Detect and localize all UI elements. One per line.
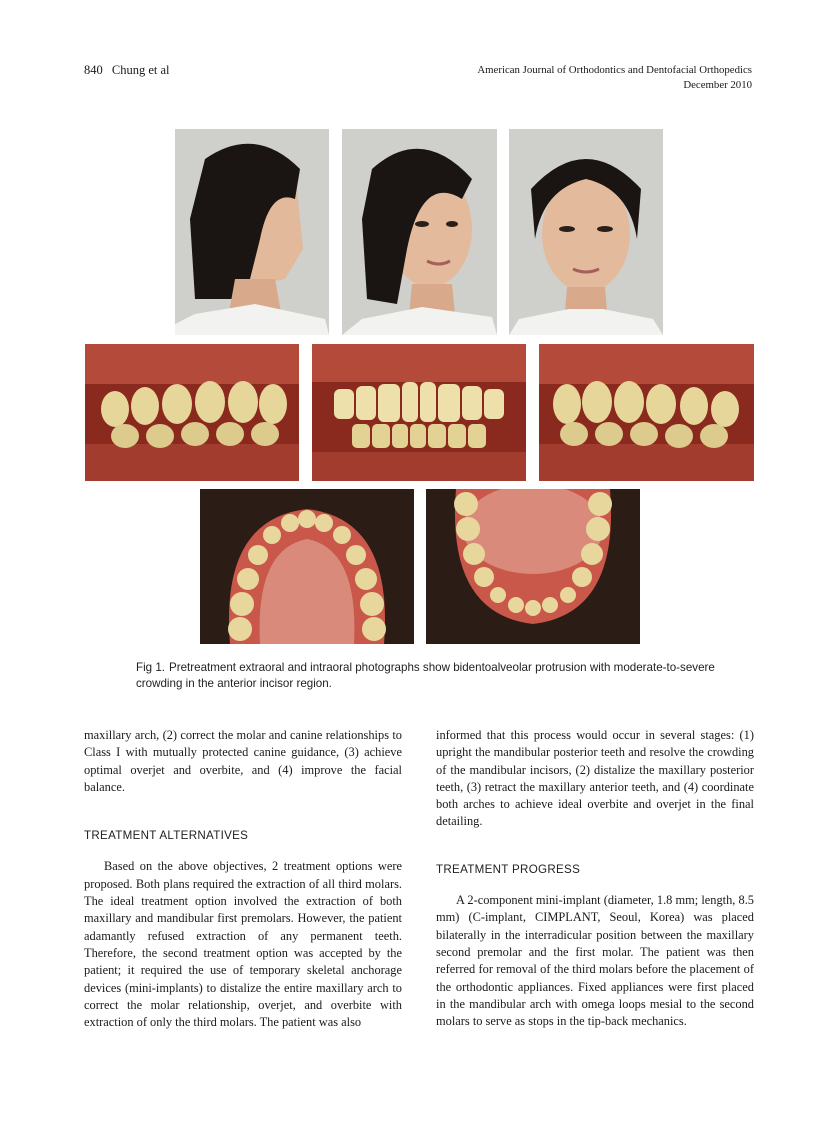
right-continuation-paragraph: informed that this process would occur in several stages: (1) upright the mandibular posterior teeth and resolve the crowding of the mandibular incisors, (2) distalize the maxillary posterior teeth, (3) retract the maxillary anterior teeth, and (4) coordinate both arches to achieve ideal overbite and overjet in the final detailing. <box>436 728 754 829</box>
left-buccal-photo <box>539 344 754 481</box>
mandibular-occlusal-photo <box>426 489 640 644</box>
running-header-left <box>84 63 170 78</box>
page-number: 840 <box>84 63 103 77</box>
right-column <box>436 727 754 1030</box>
treatment-alternatives-paragraph: Based on the above objectives, 2 treatment options were proposed. Both plans required the extraction of all third molars. The ideal treatment option involved the extraction of both maxillary and mandibular first premolars. However, the patient adamantly refused extraction of any permanent teeth. Therefore, the second treatment option was accepted by the patient; it required the use of temporary skeletal anchorage devices (mini-implants) to distalize the entire maxillary arch to correct the molar relationship, overjet, and overbite with extraction of only the third molars. The patient was also <box>84 859 402 1030</box>
right-buccal-photo <box>85 344 299 481</box>
section-heading-treatment-progress: TREATMENT PROGRESS <box>436 862 581 876</box>
maxillary-occlusal-photo <box>200 489 414 644</box>
section-heading-treatment-alternatives: TREATMENT ALTERNATIVES <box>84 829 249 843</box>
issue-date: December 2010 <box>683 79 752 91</box>
journal-name: American Journal of Orthodontics and Dentofacial Orthopedics <box>477 64 752 76</box>
left-column <box>84 727 402 1031</box>
three-quarter-photo <box>342 129 497 335</box>
frontal-face-photo <box>509 129 663 335</box>
profile-right-photo <box>175 129 329 335</box>
author-running-head: Chung et al <box>111 63 170 77</box>
figure-caption <box>136 660 716 692</box>
treatment-progress-paragraph: A 2-component mini-implant (diameter, 1.8 mm; length, 8.5 mm) (C-implant, CIMPLANT, Seoul, Korea) was placed bilaterally in the interradicular position between the maxillary second premolar and the first molar. The patient was then referred for removal of the third molars before the placement of the orthodontic appliances. Fixed appliances were first placed in the mandibular arch with omega loops mesial to the second molars to serve as stops in the tip-back mechanics. <box>436 893 754 1029</box>
figure-label: Fig 1. <box>136 661 165 674</box>
caption-text: Pretreatment extraoral and intraoral photographs show bidentoalveolar protrusion with moderate-to-severe crowding in the anterior incisor region. <box>136 661 715 690</box>
left-continuation-paragraph: maxillary arch, (2) correct the molar and canine relationships to Class I with mutually protected canine guidance, (3) achieve optimal overjet and overbite, and (4) improve the facial balance. <box>84 728 402 794</box>
running-header-right <box>477 63 752 93</box>
frontal-occlusion-photo <box>312 344 526 481</box>
